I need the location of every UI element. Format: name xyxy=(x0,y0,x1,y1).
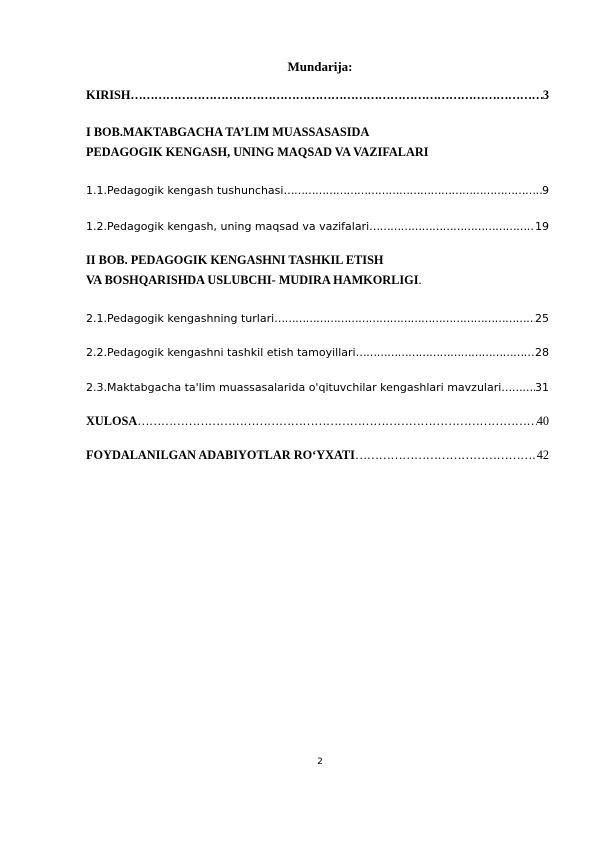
chapter-1-line-2: PEDAGOGIK KENGASH, UNING MAQSAD VA VAZIFALARI xyxy=(86,145,429,159)
toc-entry-page: 28 xyxy=(535,346,549,359)
toc-entry-xulosa[interactable] xyxy=(86,414,549,429)
chapter-2-line-2-text: VA BOSHQARISHDA USLUBCHI- MUDIRA HAMKORLIGI xyxy=(86,273,419,287)
toc-leader-dots xyxy=(369,220,535,233)
toc-chapter-2[interactable] xyxy=(86,250,549,290)
toc-leader-dots xyxy=(130,88,542,103)
toc-entry-label: FOYDALANILGAN ADABIYOTLAR RO‘YXATI xyxy=(86,448,355,462)
toc-leader-dots xyxy=(283,184,542,197)
toc-entry-1-2[interactable] xyxy=(86,220,549,233)
toc-entry-label: XULOSA xyxy=(86,414,138,428)
toc-entry-1-1[interactable] xyxy=(86,184,549,197)
toc-leader-dots xyxy=(355,448,537,463)
chapter-2-line-1: II BOB. PEDAGOGIK KENGASHNI TASHKIL ETISH xyxy=(86,253,384,267)
toc-leader-dots xyxy=(274,312,535,325)
toc-entry-label: 1.2.Pedagogik kengash, uning maqsad va vazifalari xyxy=(86,220,370,233)
toc-leader-dots xyxy=(137,414,536,429)
chapter-1-line-1: I BOB.MAKTABGACHA TA’LIM MUASSASASIDA xyxy=(86,125,370,139)
toc-entry-page: 31 xyxy=(535,381,549,394)
toc-entry-label: 1.1.Pedagogik kengash tushunchasi xyxy=(86,184,284,197)
toc-leader-dots xyxy=(356,346,535,359)
toc-entry-2-1[interactable] xyxy=(86,312,549,325)
toc-entry-page: 9 xyxy=(542,184,549,197)
toc-entry-2-3[interactable] xyxy=(86,381,549,394)
page-number-footer: 2 xyxy=(317,757,323,767)
chapter-2-trail: . xyxy=(418,273,422,287)
toc-entry-page: 25 xyxy=(535,312,549,325)
toc-entry-page: 40 xyxy=(536,414,549,428)
toc-entry-page: 3 xyxy=(542,88,549,102)
page-title: Mundarija: xyxy=(287,59,353,74)
toc-entry-label: 2.2.Pedagogik kengashni tashkil etish tamoyillari xyxy=(86,346,356,359)
toc-entry-label: 2.3.Maktabgacha ta'lim muassasalarida o'qituvchilar kengashlari mavzulari xyxy=(86,381,502,394)
toc-entry-page: 19 xyxy=(535,220,549,233)
chapter-2-line-2 xyxy=(86,270,549,290)
toc-leader-dots xyxy=(501,381,535,394)
toc-entry-adabiyotlar[interactable] xyxy=(86,448,549,463)
toc-entry-2-2[interactable] xyxy=(86,346,549,359)
toc-entry-kirish[interactable] xyxy=(86,88,549,103)
toc-entry-label: 2.1.Pedagogik kengashning turlari xyxy=(86,312,275,325)
toc-chapter-1[interactable] xyxy=(86,122,549,162)
toc-entry-page: 42 xyxy=(536,448,549,462)
toc-entry-label: KIRISH xyxy=(86,88,131,102)
